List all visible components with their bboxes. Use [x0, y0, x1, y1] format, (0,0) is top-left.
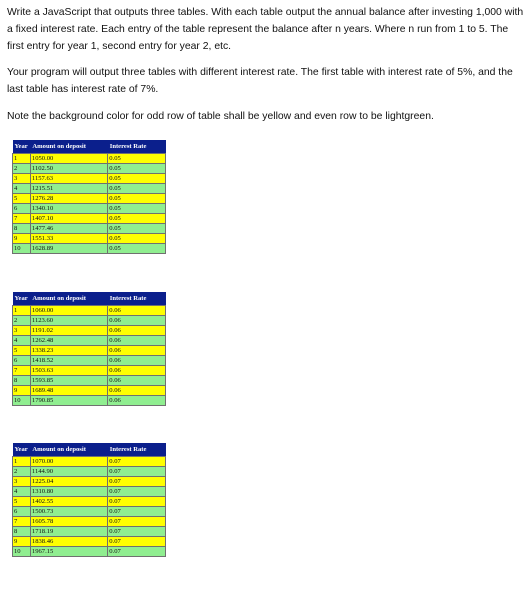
interest-table-3	[12, 443, 166, 557]
column-header: Amount on deposit	[30, 292, 107, 306]
table-cell: 3	[13, 477, 31, 487]
table-cell: 0.05	[108, 204, 166, 214]
table-cell: 6	[13, 507, 31, 517]
table-cell: 0.07	[108, 487, 166, 497]
table-row	[13, 507, 166, 517]
table-cell: 1418.52	[30, 356, 107, 366]
table-cell: 0.07	[108, 497, 166, 507]
table-cell: 9	[13, 537, 31, 547]
table-cell: 0.05	[108, 184, 166, 194]
interest-table-1	[12, 140, 166, 254]
column-header: Year	[13, 140, 31, 154]
table-cell: 1225.04	[30, 477, 107, 487]
interest-table-2	[12, 292, 166, 406]
table-cell: 1157.63	[30, 174, 107, 184]
table-cell: 1310.80	[30, 487, 107, 497]
table-cell: 0.05	[108, 174, 166, 184]
table-cell: 3	[13, 326, 31, 336]
table-cell: 0.05	[108, 164, 166, 174]
table-cell: 1500.73	[30, 507, 107, 517]
table-row	[13, 214, 166, 224]
table-cell: 1	[13, 457, 31, 467]
table-cell: 5	[13, 497, 31, 507]
table-cell: 10	[13, 547, 31, 557]
table-cell: 0.05	[108, 194, 166, 204]
table-cell: 0.05	[108, 214, 166, 224]
table-row	[13, 527, 166, 537]
table-cell: 5	[13, 346, 31, 356]
table-row	[13, 366, 166, 376]
table-row	[13, 547, 166, 557]
table-cell: 1838.46	[30, 537, 107, 547]
table-cell: 1215.51	[30, 184, 107, 194]
table-cell: 1340.10	[30, 204, 107, 214]
table-cell: 0.06	[108, 386, 166, 396]
table-row	[13, 306, 166, 316]
table-cell: 4	[13, 184, 31, 194]
table-row	[13, 356, 166, 366]
table-cell: 0.06	[108, 316, 166, 326]
table-row	[13, 467, 166, 477]
table-cell: 0.07	[108, 517, 166, 527]
table-cell: 6	[13, 356, 31, 366]
table-header-row	[13, 443, 166, 457]
table-row	[13, 487, 166, 497]
table-header-row	[13, 140, 166, 154]
table-row	[13, 386, 166, 396]
table-cell: 1144.90	[30, 467, 107, 477]
table-cell: 4	[13, 487, 31, 497]
table-cell: 0.06	[108, 346, 166, 356]
table-cell: 1402.55	[30, 497, 107, 507]
table-cell: 7	[13, 366, 31, 376]
table-cell: 0.07	[108, 467, 166, 477]
instructions-paragraph-2: Your program will output three tables with different interest rate. The first table with interest rate of 5%, and the last table has interest rate of 7%.	[7, 67, 513, 95]
table-cell: 2	[13, 164, 31, 174]
table-cell: 0.07	[108, 537, 166, 547]
table-cell: 1551.33	[30, 234, 107, 244]
table-cell: 1689.48	[30, 386, 107, 396]
table-cell: 1191.02	[30, 326, 107, 336]
table-cell: 1407.10	[30, 214, 107, 224]
table-row	[13, 316, 166, 326]
table-row	[13, 326, 166, 336]
table-cell: 0.06	[108, 306, 166, 316]
table-cell: 10	[13, 244, 31, 254]
table-cell: 8	[13, 224, 31, 234]
table-row	[13, 154, 166, 164]
table-cell: 1477.46	[30, 224, 107, 234]
table-cell: 1060.00	[30, 306, 107, 316]
table-row	[13, 457, 166, 467]
table-row	[13, 346, 166, 356]
table-row	[13, 224, 166, 234]
table-cell: 8	[13, 376, 31, 386]
column-header: Amount on deposit	[30, 443, 107, 457]
table-cell: 1718.19	[30, 527, 107, 537]
table-cell: 0.06	[108, 326, 166, 336]
table-cell: 2	[13, 316, 31, 326]
table-cell: 7	[13, 517, 31, 527]
table-header-row	[13, 292, 166, 306]
table-cell: 0.07	[108, 507, 166, 517]
table-cell: 4	[13, 336, 31, 346]
column-header: Year	[13, 443, 31, 457]
table-cell: 0.06	[108, 366, 166, 376]
column-header: Interest Rate	[108, 140, 166, 154]
table-row	[13, 244, 166, 254]
table-cell: 1123.60	[30, 316, 107, 326]
table-cell: 1	[13, 306, 31, 316]
table-cell: 9	[13, 386, 31, 396]
table-row	[13, 164, 166, 174]
column-header: Year	[13, 292, 31, 306]
table-cell: 0.05	[108, 224, 166, 234]
table-cell: 0.05	[108, 244, 166, 254]
table-cell: 9	[13, 234, 31, 244]
table-cell: 5	[13, 194, 31, 204]
table-row	[13, 174, 166, 184]
table-cell: 1967.15	[30, 547, 107, 557]
table-cell: 1503.63	[30, 366, 107, 376]
table-row	[13, 497, 166, 507]
table-cell: 1	[13, 154, 31, 164]
table-row	[13, 517, 166, 527]
table-cell: 7	[13, 214, 31, 224]
table-cell: 0.07	[108, 477, 166, 487]
instructions-paragraph-1: Write a JavaScript that outputs three tables. With each table output the annual balance after investing 1,000 with a fixed interest rate. Each entry of the table represent the balance after n years. Where n run from 1 to 5. The first entry for year 1, second entry for year 2, etc.	[7, 7, 524, 52]
table-cell: 10	[13, 396, 31, 406]
column-header: Amount on deposit	[30, 140, 107, 154]
table-cell: 1276.28	[30, 194, 107, 204]
table-cell: 0.05	[108, 234, 166, 244]
table-cell: 0.06	[108, 356, 166, 366]
column-header: Interest Rate	[108, 443, 166, 457]
table-cell: 0.06	[108, 376, 166, 386]
table-cell: 6	[13, 204, 31, 214]
table-cell: 1338.23	[30, 346, 107, 356]
table-cell: 0.06	[108, 336, 166, 346]
table-row	[13, 376, 166, 386]
table-row	[13, 477, 166, 487]
table-cell: 1593.85	[30, 376, 107, 386]
table-cell: 0.07	[108, 527, 166, 537]
table-cell: 0.07	[108, 457, 166, 467]
table-cell: 0.05	[108, 154, 166, 164]
table-row	[13, 396, 166, 406]
table-cell: 0.07	[108, 547, 166, 557]
table-row	[13, 234, 166, 244]
table-row	[13, 204, 166, 214]
table-cell: 2	[13, 467, 31, 477]
table-cell: 1262.48	[30, 336, 107, 346]
instructions-paragraph-3: Note the background color for odd row of table shall be yellow and even row to be lightgreen.	[7, 111, 434, 122]
table-row	[13, 194, 166, 204]
table-cell: 1050.00	[30, 154, 107, 164]
table-row	[13, 336, 166, 346]
table-cell: 1790.85	[30, 396, 107, 406]
table-cell: 1070.00	[30, 457, 107, 467]
table-cell: 1628.89	[30, 244, 107, 254]
table-cell: 1102.50	[30, 164, 107, 174]
column-header: Interest Rate	[108, 292, 166, 306]
table-cell: 0.06	[108, 396, 166, 406]
table-cell: 8	[13, 527, 31, 537]
table-row	[13, 537, 166, 547]
table-row	[13, 184, 166, 194]
table-cell: 3	[13, 174, 31, 184]
table-cell: 1605.78	[30, 517, 107, 527]
